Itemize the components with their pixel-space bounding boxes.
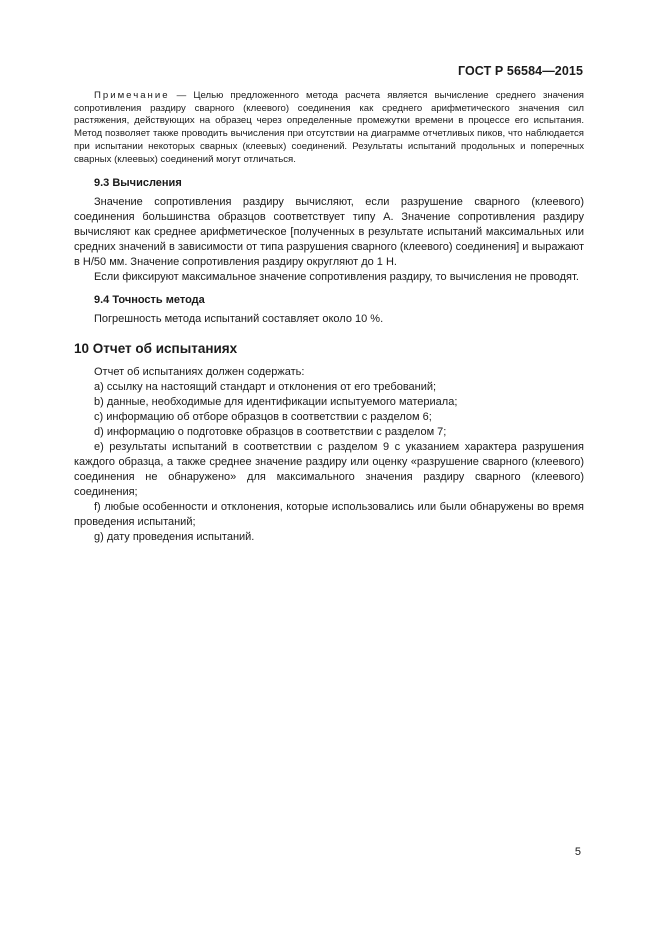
document-id: ГОСТ Р 56584—2015 — [457, 64, 583, 78]
list-item: e) результаты испытаний в соответствии с разделом 9 с указанием характера разрушения каждого образца, а также среднее значение раздиру или оценку «разрушение сварного (клеевого) соединения не обнаружено» для максимального значения раздиру сварного (клеевого) соединения; — [74, 441, 584, 499]
list-item: f) любые особенности и отклонения, которые использовались или были обнаружены во время проведения испытаний; — [74, 501, 584, 529]
section-10-intro: Отчет об испытаниях должен содержать: — [94, 366, 305, 379]
section-9-3-paragraph-1: Значение сопротивления раздиру вычисляют, если разрушение сварного (клеевого) соединения большинства образцов соответствует типу А. Значение сопротивления раздиру вычисляют как среднее арифметическое [полученных в результате испытаний максимальных или средних значений в зависимости от типа разрушения сварного (клеевого) соединения] и выражают в Н/50 мм. Значение сопротивления раздиру округляют до 1 Н. — [74, 196, 584, 269]
section-9-4-title: 9.4 Точность метода — [94, 294, 205, 307]
page-number: 5 — [574, 846, 581, 858]
section-9-3-paragraph-2: Если фиксируют максимальное значение сопротивления раздиру, то вычисления не проводят. — [94, 271, 579, 284]
list-item: b) данные, необходимые для идентификации испытуемого материала; — [94, 396, 458, 409]
note-text: — Целью предложенного метода расчета является вычисление среднего значения сопротивления раздиру сварного (клеевого) соединения как среднего арифметического значения сил растяжения, действующих на образец через определенные промежутки времени в процессе его испытания. Метод позволяет также проводить вычисления при отсутствии на диаграмме отчетливых пиков, что наблюдается при испытании некоторых сварных (клеевых) соединений. Результаты испытаний продольных и поперечных сварных (клеевых) соединений могут отличаться. — [74, 90, 584, 165]
list-item: g) дату проведения испытаний. — [94, 531, 255, 544]
note-paragraph — [74, 90, 584, 166]
page-content — [74, 90, 584, 545]
section-10-title: 10 Отчет об испытаниях — [74, 341, 238, 357]
list-item: d) информацию о подготовке образцов в соответствии с разделом 7; — [94, 426, 447, 439]
section-9-3-title: 9.3 Вычисления — [94, 177, 182, 190]
list-item: c) информацию об отборе образцов в соответствии с разделом 6; — [94, 411, 432, 424]
list-item: a) ссылку на настоящий стандарт и отклонения от его требований; — [94, 381, 437, 394]
note-prefix: Примечание — [94, 90, 170, 101]
section-9-4-paragraph-1: Погрешность метода испытаний составляет около 10 %. — [94, 313, 384, 326]
